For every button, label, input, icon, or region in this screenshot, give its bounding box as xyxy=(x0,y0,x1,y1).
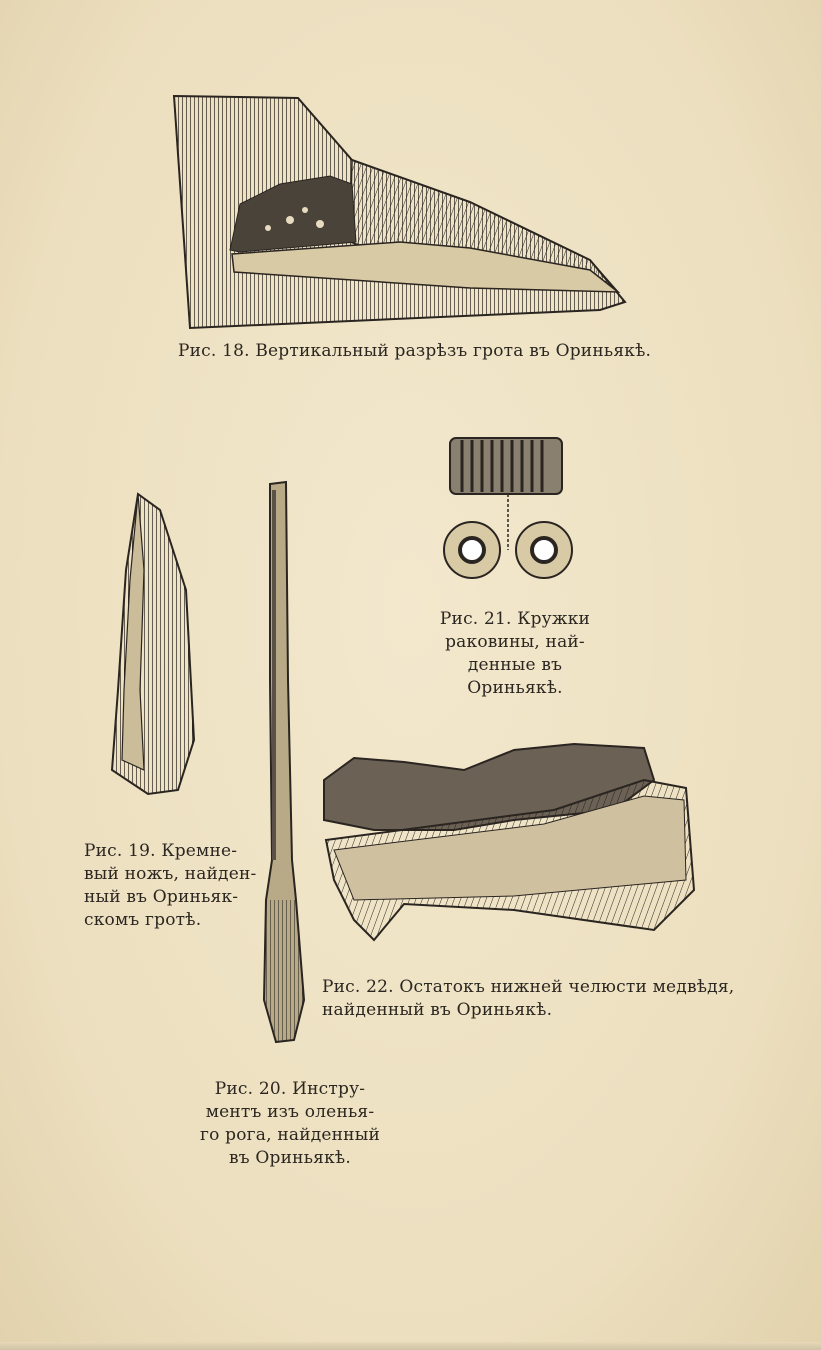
shell-discs-illustration xyxy=(440,432,580,587)
bear-jaw-illustration xyxy=(314,740,698,952)
cave-section-illustration xyxy=(170,92,630,337)
figure-20-caption: Рис. 20. Инстру- ментъ изъ оленья- го рога, найденный въ Ориньякѣ. xyxy=(200,1079,380,1168)
figure-22-caption: Рис. 22. Остатокъ нижней челюсти медвѣдя, найденный въ Ориньякѣ. xyxy=(322,977,735,1020)
antler-tool-illustration xyxy=(258,480,312,1046)
figure-19-caption: Рис. 19. Кремне- вый ножъ, найден- ный въ Ориньяк- скомъ гротѣ. xyxy=(84,841,257,930)
flint-knife-illustration xyxy=(108,490,200,798)
scan-edge xyxy=(0,1342,821,1350)
figure-18-caption: Рис. 18. Вертикальный разрѣзъ грота въ Ориньякѣ. xyxy=(178,341,652,361)
figure-21-caption: Рис. 21. Кружки раковины, най- денные въ Ориньякѣ. xyxy=(439,609,591,698)
